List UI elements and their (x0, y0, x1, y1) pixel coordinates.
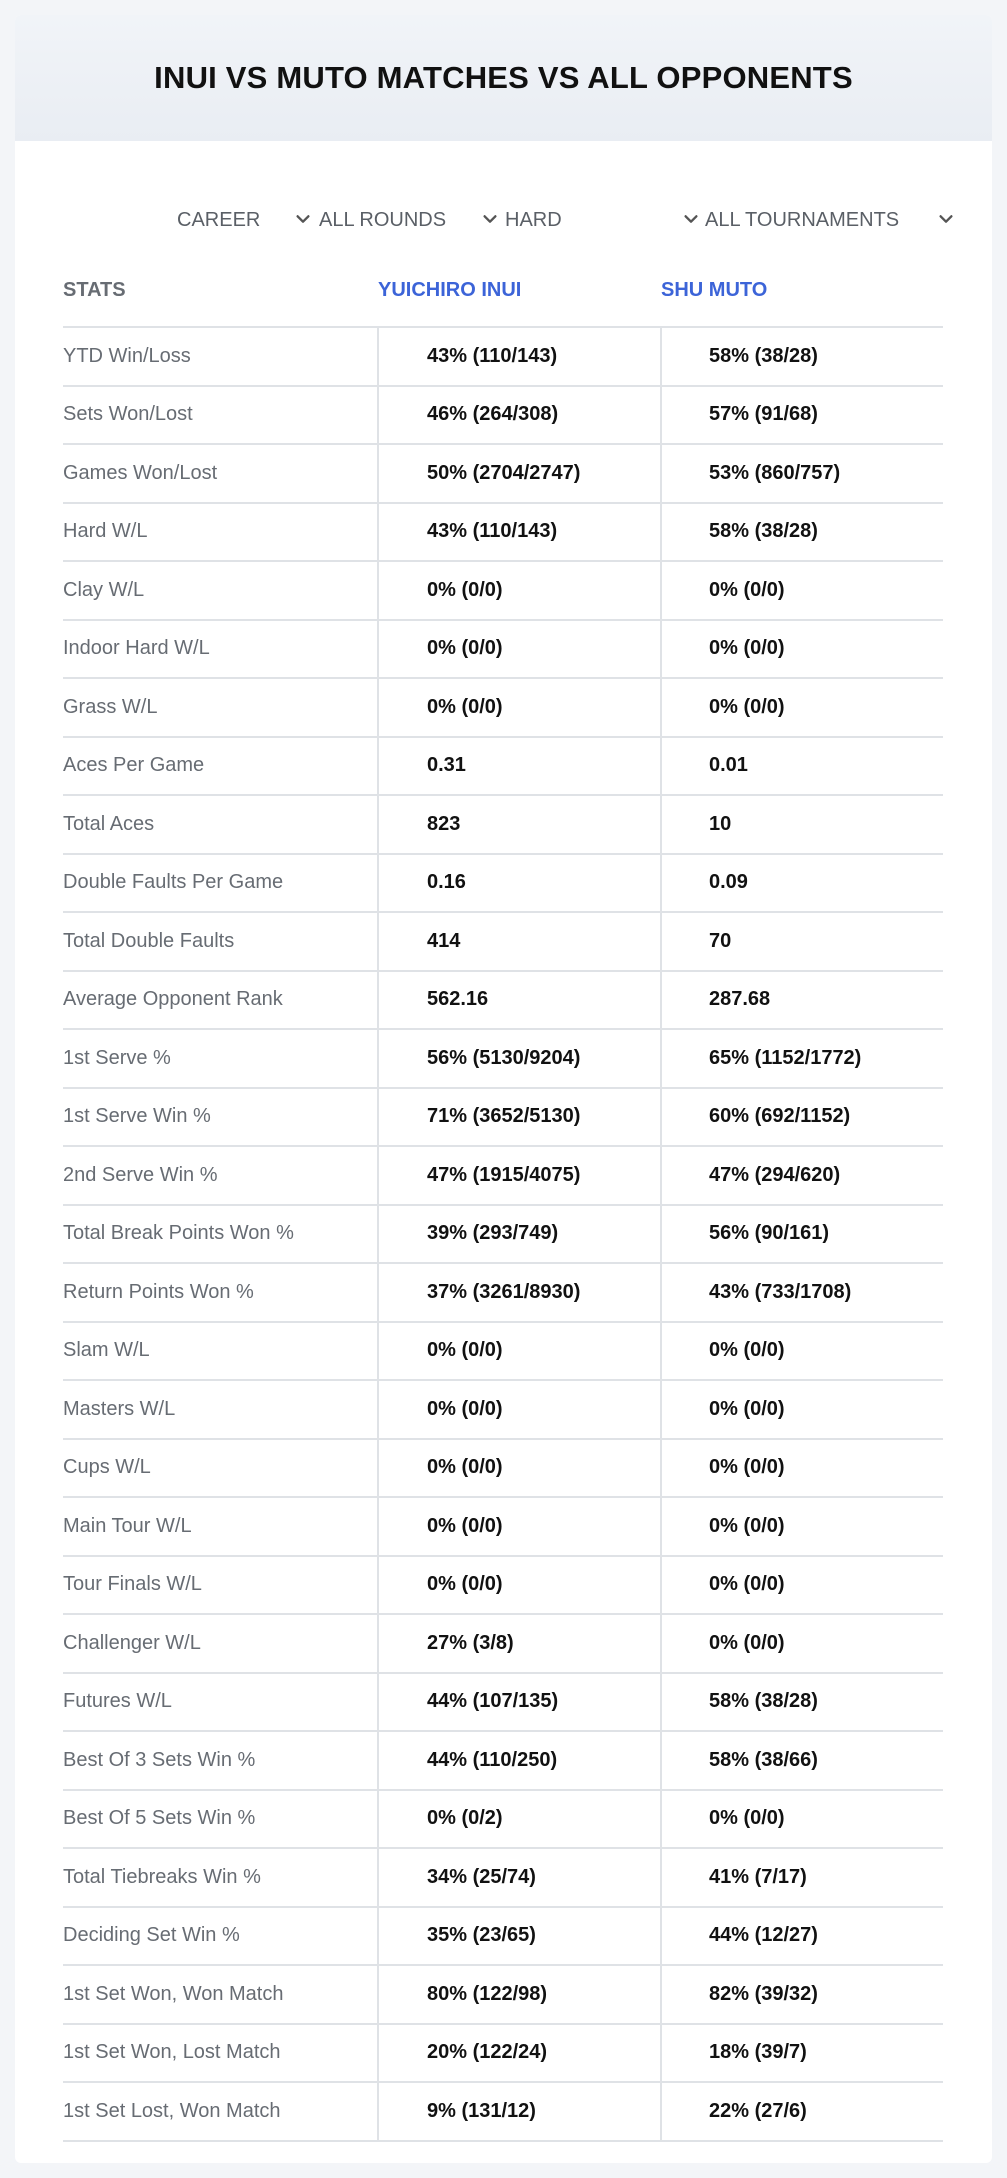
player2-value: 22% (27/6) (661, 2082, 943, 2141)
player2-value: 287.68 (661, 971, 943, 1030)
stat-label: 1st Set Won, Lost Match (63, 2024, 378, 2083)
table-row (63, 1439, 943, 1498)
player2-value: 0% (0/0) (661, 1439, 943, 1498)
table-row (63, 971, 943, 1030)
player1-value: 43% (110/143) (378, 503, 661, 562)
player1-value: 46% (264/308) (378, 386, 661, 445)
stat-label: Total Aces (63, 795, 378, 854)
stat-label: Games Won/Lost (63, 444, 378, 503)
stats-table (63, 255, 943, 2142)
period-dropdown[interactable] (177, 185, 312, 255)
player2-value: 0% (0/0) (661, 1380, 943, 1439)
table-row (63, 327, 943, 386)
player2-value: 10 (661, 795, 943, 854)
table-row (63, 1029, 943, 1088)
stat-label: Slam W/L (63, 1322, 378, 1381)
player1-value: 0% (0/0) (378, 1497, 661, 1556)
player2-value: 60% (692/1152) (661, 1088, 943, 1147)
stat-label: Best Of 5 Sets Win % (63, 1790, 378, 1849)
table-row (63, 2024, 943, 2083)
stat-label: 1st Serve Win % (63, 1088, 378, 1147)
player1-value: 80% (122/98) (378, 1965, 661, 2024)
player1-value: 562.16 (378, 971, 661, 1030)
player2-value: 58% (38/28) (661, 1673, 943, 1732)
player1-value: 43% (110/143) (378, 327, 661, 386)
player1-value: 37% (3261/8930) (378, 1263, 661, 1322)
player1-value: 0.16 (378, 854, 661, 913)
player1-value: 0% (0/0) (378, 1556, 661, 1615)
table-row (63, 854, 943, 913)
stats-card (15, 15, 992, 2163)
player2-value: 0.01 (661, 737, 943, 796)
player2-value: 43% (733/1708) (661, 1263, 943, 1322)
table-row (63, 2082, 943, 2141)
rounds-dropdown[interactable] (319, 185, 499, 255)
chevron-down-icon (682, 210, 700, 228)
table-row (63, 1848, 943, 1907)
table-row (63, 444, 943, 503)
stat-label: 2nd Serve Win % (63, 1146, 378, 1205)
table-row (63, 1907, 943, 1966)
stat-label: Grass W/L (63, 678, 378, 737)
player2-value: 0% (0/0) (661, 1790, 943, 1849)
player2-value: 44% (12/27) (661, 1907, 943, 1966)
stat-label: Return Points Won % (63, 1263, 378, 1322)
table-row (63, 620, 943, 679)
player1-value: 44% (107/135) (378, 1673, 661, 1732)
player1-column-header[interactable]: YUICHIRO INUI (378, 255, 661, 327)
player2-value: 18% (39/7) (661, 2024, 943, 2083)
player1-value: 0.31 (378, 737, 661, 796)
player1-value: 27% (3/8) (378, 1614, 661, 1673)
stat-label: Futures W/L (63, 1673, 378, 1732)
chevron-down-icon (481, 210, 499, 228)
stat-label: 1st Set Lost, Won Match (63, 2082, 378, 2141)
player2-value: 0% (0/0) (661, 1614, 943, 1673)
stat-label: Tour Finals W/L (63, 1556, 378, 1615)
table-row (63, 678, 943, 737)
player1-value: 0% (0/0) (378, 678, 661, 737)
player2-value: 0% (0/0) (661, 620, 943, 679)
player1-value: 9% (131/12) (378, 2082, 661, 2141)
player1-value: 0% (0/0) (378, 620, 661, 679)
table-row (63, 737, 943, 796)
player1-value: 20% (122/24) (378, 2024, 661, 2083)
table-row (63, 1790, 943, 1849)
table-row (63, 1088, 943, 1147)
player1-value: 71% (3652/5130) (378, 1088, 661, 1147)
stat-label: Indoor Hard W/L (63, 620, 378, 679)
stat-label: 1st Set Won, Won Match (63, 1965, 378, 2024)
player2-value: 0% (0/0) (661, 678, 943, 737)
period-dropdown-value: CAREER (177, 208, 261, 231)
player1-value: 50% (2704/2747) (378, 444, 661, 503)
player2-value: 58% (38/66) (661, 1731, 943, 1790)
table-row (63, 1380, 943, 1439)
card-header (15, 15, 992, 141)
stat-label: Aces Per Game (63, 737, 378, 796)
table-row (63, 1146, 943, 1205)
player1-value: 414 (378, 912, 661, 971)
table-row (63, 561, 943, 620)
player1-value: 56% (5130/9204) (378, 1029, 661, 1088)
player2-value: 0.09 (661, 854, 943, 913)
table-header-row (63, 255, 943, 327)
tournaments-dropdown-value: ALL TOURNAMENTS (705, 208, 900, 231)
player1-value: 0% (0/0) (378, 1439, 661, 1498)
stat-label: Total Double Faults (63, 912, 378, 971)
stat-label: Sets Won/Lost (63, 386, 378, 445)
stat-label: Deciding Set Win % (63, 1907, 378, 1966)
tournaments-dropdown[interactable] (705, 185, 955, 255)
player2-value: 58% (38/28) (661, 503, 943, 562)
player1-value: 0% (0/0) (378, 1380, 661, 1439)
table-row (63, 795, 943, 854)
player1-value: 0% (0/0) (378, 1322, 661, 1381)
stat-label: Total Tiebreaks Win % (63, 1848, 378, 1907)
table-row (63, 1673, 943, 1732)
table-row (63, 1614, 943, 1673)
player2-value: 0% (0/0) (661, 1322, 943, 1381)
stat-label: Hard W/L (63, 503, 378, 562)
surface-dropdown-value: HARD (505, 208, 562, 231)
table-row (63, 1731, 943, 1790)
player2-value: 0% (0/0) (661, 1497, 943, 1556)
table-row (63, 1263, 943, 1322)
stats-column-header: STATS (63, 255, 378, 327)
player1-value: 0% (0/2) (378, 1790, 661, 1849)
player2-value: 41% (7/17) (661, 1848, 943, 1907)
table-row (63, 503, 943, 562)
player2-value: 82% (39/32) (661, 1965, 943, 2024)
stat-label: Main Tour W/L (63, 1497, 378, 1556)
table-row (63, 1322, 943, 1381)
player2-value: 57% (91/68) (661, 386, 943, 445)
stat-label: Challenger W/L (63, 1614, 378, 1673)
table-row (63, 1497, 943, 1556)
player1-value: 34% (25/74) (378, 1848, 661, 1907)
player1-value: 35% (23/65) (378, 1907, 661, 1966)
player2-column-header[interactable]: SHU MUTO (661, 255, 943, 327)
player2-value: 56% (90/161) (661, 1205, 943, 1264)
player2-value: 70 (661, 912, 943, 971)
player1-value: 823 (378, 795, 661, 854)
chevron-down-icon (294, 210, 312, 228)
stat-label: Double Faults Per Game (63, 854, 378, 913)
stat-label: Total Break Points Won % (63, 1205, 378, 1264)
stat-label: Average Opponent Rank (63, 971, 378, 1030)
table-row (63, 1556, 943, 1615)
player2-value: 58% (38/28) (661, 327, 943, 386)
page-title: INUI VS MUTO MATCHES VS ALL OPPONENTS (154, 60, 853, 95)
player2-value: 0% (0/0) (661, 561, 943, 620)
chevron-down-icon (937, 210, 955, 228)
table-row (63, 912, 943, 971)
player1-value: 0% (0/0) (378, 561, 661, 620)
rounds-dropdown-value: ALL ROUNDS (319, 208, 447, 231)
stat-label: Best Of 3 Sets Win % (63, 1731, 378, 1790)
player2-value: 47% (294/620) (661, 1146, 943, 1205)
stat-label: 1st Serve % (63, 1029, 378, 1088)
table-row (63, 1205, 943, 1264)
player1-value: 39% (293/749) (378, 1205, 661, 1264)
stat-label: Clay W/L (63, 561, 378, 620)
player2-value: 65% (1152/1772) (661, 1029, 943, 1088)
player1-value: 44% (110/250) (378, 1731, 661, 1790)
player1-value: 47% (1915/4075) (378, 1146, 661, 1205)
table-row (63, 386, 943, 445)
filter-bar (15, 185, 992, 255)
surface-dropdown[interactable] (505, 185, 700, 255)
stat-label: Masters W/L (63, 1380, 378, 1439)
stat-label: Cups W/L (63, 1439, 378, 1498)
player2-value: 53% (860/757) (661, 444, 943, 503)
stats-table-body (63, 327, 943, 2141)
table-row (63, 1965, 943, 2024)
stat-label: YTD Win/Loss (63, 327, 378, 386)
player2-value: 0% (0/0) (661, 1556, 943, 1615)
